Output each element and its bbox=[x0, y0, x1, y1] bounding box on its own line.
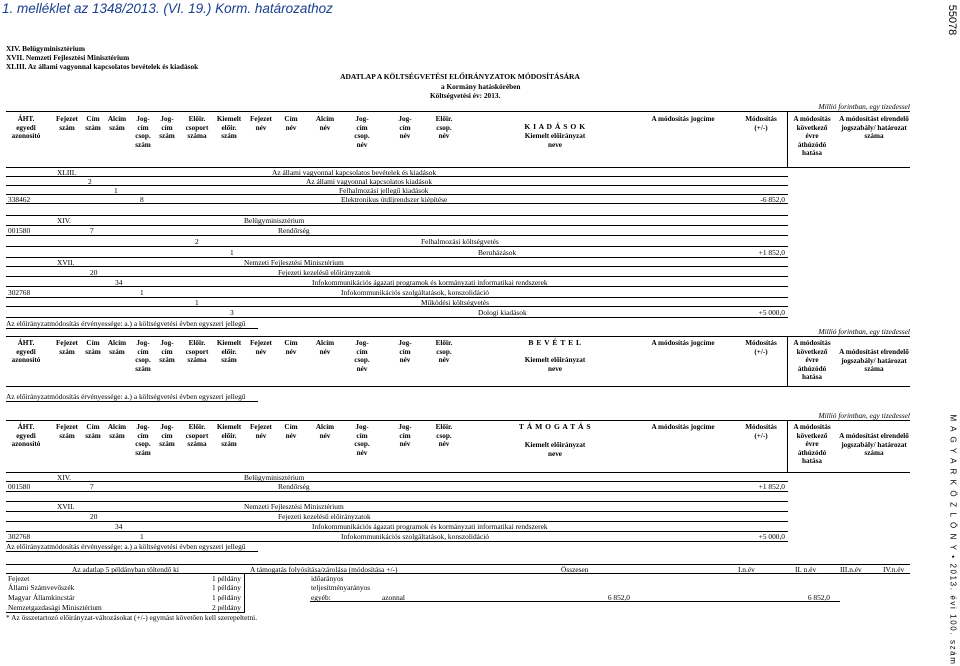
footer-quarter-2: II. n.év bbox=[795, 565, 817, 574]
row-aht: 302768 bbox=[8, 532, 31, 541]
row-code: 7 bbox=[90, 482, 94, 491]
hdr-cim-nev: Cím név bbox=[284, 339, 298, 356]
section-title-tamogatas: T Á M O G A T Á S bbox=[518, 422, 592, 431]
row-code: 20 bbox=[90, 268, 98, 277]
recipient-count: 1 példány bbox=[212, 583, 241, 592]
recipient-count: 1 példány bbox=[212, 593, 241, 602]
footer-total-left: 6 852,0 bbox=[607, 593, 630, 602]
unit-note: Millió forintban, egy tizedessel bbox=[818, 102, 910, 111]
row-name: Fejezeti kezelésű előirányzatok bbox=[278, 512, 371, 521]
row-name: Infokommunikációs szolgáltatások, konszolidáció bbox=[341, 288, 489, 297]
row-aht: 001580 bbox=[8, 226, 31, 235]
hdr-cim-nev: Cím név bbox=[284, 423, 298, 440]
row-name: Működési költségvetés bbox=[421, 298, 489, 307]
row-code: 7 bbox=[90, 226, 94, 235]
unit-note: Millió forintban, egy tizedessel bbox=[818, 411, 910, 420]
hdr-jogcim-nev: Jog- cím név bbox=[398, 339, 412, 365]
section-title-bevetel: B E V É T E L bbox=[528, 338, 582, 347]
row-aht: 338462 bbox=[8, 195, 31, 204]
row-name: Az állami vagyonnal kapcsolatos kiadások bbox=[306, 177, 433, 186]
row-name: Rendőrség bbox=[278, 482, 310, 491]
row-code: 34 bbox=[115, 278, 123, 287]
footer-copies-header: Az adatlap 5 példányban töltendő ki bbox=[72, 565, 179, 574]
row-code: 1 bbox=[114, 186, 118, 195]
row-aht: 001580 bbox=[8, 482, 31, 491]
row-name: Infokommunikációs szolgáltatások, konszolidáció bbox=[341, 532, 489, 541]
doc-subtitle: a Kormány hatáskörében bbox=[441, 82, 521, 91]
timing-proportional: időarányos bbox=[311, 574, 344, 583]
row-name: Belügyminisztérium bbox=[244, 473, 305, 482]
hdr-alcim-nev: Alcím név bbox=[315, 339, 335, 356]
hdr-eloir-nev: Előir. csop. név bbox=[435, 423, 453, 449]
hdr-cim: Cím szám bbox=[85, 115, 101, 132]
row-aht: 302768 bbox=[8, 288, 31, 297]
timing-immediate: azonnal bbox=[382, 593, 405, 602]
chapter-line-1: XIV. Belügyminisztérium bbox=[6, 44, 85, 53]
row-code: XIV. bbox=[57, 216, 72, 225]
hdr-jogcim-nev: Jog- cím név bbox=[398, 423, 412, 449]
hdr-cim: Cím szám bbox=[85, 423, 101, 440]
row-name: Belügyminisztérium bbox=[244, 216, 305, 225]
chapter-line-3: XLIII. Az állami vagyonnal kapcsolatos bevételek és kiadások bbox=[6, 62, 199, 71]
row-code: 2 bbox=[195, 237, 199, 246]
hdr-alcim: Alcím szám bbox=[107, 115, 127, 132]
row-code: 20 bbox=[90, 512, 98, 521]
chapter-line-2: XVII. Nemzeti Fejlesztési Minisztérium bbox=[6, 53, 130, 62]
row-code: 34 bbox=[115, 522, 123, 531]
hdr-elrendelo: A módosítást elrendelő jogszabály/ határozat száma bbox=[839, 115, 909, 141]
hdr-fejezet-nev: Fejezet név bbox=[250, 115, 272, 132]
timing-other-label: egyéb: bbox=[311, 593, 331, 602]
footer-total-header: Összesen bbox=[561, 565, 589, 574]
hdr-jogcim: Jog- cím szám bbox=[159, 115, 175, 141]
hdr-jogcim-nev: Jog- cím név bbox=[398, 115, 412, 141]
footer-quarter-3: III.n.év bbox=[840, 565, 862, 574]
row-value: +1 852,0 bbox=[758, 482, 785, 491]
footer-quarter-4: IV.n.év bbox=[883, 565, 905, 574]
row-value: +1 852,0 bbox=[758, 248, 785, 257]
hdr-jogcimcsop: Jog- cím csop. szám bbox=[135, 339, 151, 373]
hdr-fejezet: Fejezet szám bbox=[56, 339, 78, 356]
hdr-jogcim: Jog- cím szám bbox=[159, 423, 175, 449]
validity-note: Az előirányzatmódosítás érvényessége: a.) a költségvetési évben egyszeri jellegű bbox=[6, 392, 246, 401]
row-code: XVII. bbox=[57, 502, 75, 511]
hdr-alcim-nev: Alcím név bbox=[315, 115, 335, 132]
hdr-kiemelt-neve: Kiemelt előirányzat neve bbox=[524, 356, 586, 373]
hdr-fejezet: Fejezet szám bbox=[56, 115, 78, 132]
hdr-kiemelt: Kiemelt előir. szám bbox=[216, 339, 242, 365]
hdr-cim-nev: Cím név bbox=[284, 115, 298, 132]
row-name: Fejezeti kezelésű előirányzatok bbox=[278, 268, 371, 277]
hdr-eloir-nev: Előir. csop. név bbox=[435, 339, 453, 365]
row-code: 2 bbox=[88, 177, 92, 186]
hdr-aht: ÁHT. egyedi azonosító bbox=[11, 423, 41, 449]
row-name: Felhalmozási költségvetés bbox=[421, 237, 499, 246]
hdr-kiemelt-neve: Kiemelt előirányzat neve bbox=[524, 441, 586, 458]
hdr-jogcimcsop-nev: Jog- cím csop. név bbox=[354, 339, 370, 373]
row-code: 3 bbox=[230, 308, 234, 317]
hdr-fejezet: Fejezet szám bbox=[56, 423, 78, 440]
footer-disbursement-header: A támogatás folyósítása/zárolása (módosítása +/-) bbox=[250, 565, 398, 574]
hdr-aht: ÁHT. egyedi azonosító bbox=[11, 115, 41, 141]
hdr-eloir-nev: Előir. csop. név bbox=[435, 115, 453, 141]
section-title-kiadasok: K I A D Á S O K bbox=[524, 122, 586, 131]
hdr-kiemelt-neve: Kiemelt előirányzat neve bbox=[524, 132, 586, 149]
row-name: Nemzeti Fejlesztési Minisztérium bbox=[244, 258, 344, 267]
hdr-kovetkezo: A módosítás következő évre áthúzódó hatása bbox=[793, 339, 831, 382]
hdr-jogcimcsop-nev: Jog- cím csop. név bbox=[354, 423, 370, 457]
document-header-title: 1. melléklet az 1348/2013. (VI. 19.) Korm. határozathoz bbox=[2, 1, 333, 16]
row-name: Infokommunikációs ágazati programok és kormányzati informatikai rendszerek bbox=[312, 278, 548, 287]
row-code: 1 bbox=[195, 298, 199, 307]
row-code: 1 bbox=[140, 532, 144, 541]
row-name: Nemzeti Fejlesztési Minisztérium bbox=[244, 502, 344, 511]
row-code: XLIII. bbox=[57, 168, 77, 177]
row-value: -6 852,0 bbox=[760, 195, 785, 204]
recipient-name: Állami Számvevőszék bbox=[8, 583, 75, 592]
hdr-cim: Cím szám bbox=[85, 339, 101, 356]
doc-title: ADATLAP A KÖLTSÉGVETÉSI ELŐIRÁNYZATOK MÓDOSÍTÁSÁRA bbox=[340, 72, 580, 81]
hdr-jogcimcsop: Jog- cím csop. szám bbox=[135, 423, 151, 457]
footer-note: * Az összetartozó előirányzat-változásokat (+/-) egymást követően kell szerepeltetni. bbox=[6, 613, 258, 622]
validity-note: Az előirányzatmódosítás érvényessége: a.) a költségvetési évben egyszeri jellegű bbox=[6, 319, 246, 328]
hdr-kovetkezo: A módosítás következő évre áthúzódó hatása bbox=[793, 115, 831, 158]
row-name: Rendőrség bbox=[278, 226, 310, 235]
hdr-modositas: Módosítás (+/-) bbox=[745, 339, 777, 356]
hdr-jogcim: Jog- cím szám bbox=[159, 339, 175, 365]
hdr-alcim: Alcím szám bbox=[107, 339, 127, 356]
row-value: +5 000,0 bbox=[758, 532, 785, 541]
row-name: Dologi kiadások bbox=[478, 308, 527, 317]
hdr-eloircsoport: Előir. csoport száma bbox=[185, 423, 209, 449]
hdr-mod-jogcime: A módosítás jogcíme bbox=[651, 115, 715, 123]
budget-year: Költségvetési év: 2013. bbox=[430, 91, 501, 100]
hdr-mod-jogcime: A módosítás jogcíme bbox=[651, 423, 715, 431]
row-code: 1 bbox=[140, 288, 144, 297]
hdr-jogcimcsop-nev: Jog- cím csop. név bbox=[354, 115, 370, 149]
hdr-alcim: Alcím szám bbox=[107, 423, 127, 440]
recipient-name: Nemzetgazdasági Minisztérium bbox=[8, 603, 102, 612]
hdr-eloircsoport: Előir. csoport száma bbox=[185, 115, 209, 141]
hdr-elrendelo: A módosítást elrendelő jogszabály/ határozat száma bbox=[839, 348, 909, 374]
row-name: Felhalmozási jellegű kiadások bbox=[339, 186, 429, 195]
page-number: 55078 bbox=[946, 4, 958, 36]
hdr-kiemelt: Kiemelt előir. szám bbox=[216, 423, 242, 449]
timing-performance: teljesítményarányos bbox=[311, 583, 371, 592]
footer-quarter-1: I.n.év bbox=[738, 565, 755, 574]
hdr-modositas: Módosítás (+/-) bbox=[745, 115, 777, 132]
unit-note: Millió forintban, egy tizedessel bbox=[818, 327, 910, 336]
recipient-count: 1 példány bbox=[212, 574, 241, 583]
row-name: Beruházások bbox=[478, 248, 517, 257]
hdr-modositas: Módosítás (+/-) bbox=[745, 423, 777, 440]
footer-total-right: 6 852,0 bbox=[807, 593, 830, 602]
hdr-kovetkezo: A módosítás következő évre áthúzódó hatása bbox=[793, 423, 831, 466]
row-name: Az állami vagyonnal kapcsolatos bevételek és kiadások bbox=[272, 168, 437, 177]
row-name: Elektronikus útdíjrendszer kiépítése bbox=[341, 195, 448, 204]
row-code: 8 bbox=[140, 195, 144, 204]
row-code: XIV. bbox=[57, 473, 72, 482]
recipient-name: Magyar Államkincstár bbox=[8, 593, 75, 602]
row-name: Infokommunikációs ágazati programok és kormányzati informatikai rendszerek bbox=[312, 522, 548, 531]
hdr-elrendelo: A módosítást elrendelő jogszabály/ határozat száma bbox=[839, 432, 909, 458]
hdr-fejezet-nev: Fejezet név bbox=[250, 423, 272, 440]
row-value: +5 000,0 bbox=[758, 308, 785, 317]
hdr-jogcimcsop: Jog- cím csop. szám bbox=[135, 115, 151, 149]
hdr-aht: ÁHT. egyedi azonosító bbox=[11, 339, 41, 365]
hdr-eloircsoport: Előir. csoport száma bbox=[185, 339, 209, 365]
recipient-name: Fejezet bbox=[8, 574, 30, 583]
side-journal-label: M A G Y A R K Ö Z L Ö N Y • 2013. évi 100. szám bbox=[948, 414, 958, 666]
recipient-count: 2 példány bbox=[212, 603, 241, 612]
hdr-mod-jogcime: A módosítás jogcíme bbox=[651, 339, 715, 347]
hdr-fejezet-nev: Fejezet név bbox=[250, 339, 272, 356]
hdr-alcim-nev: Alcím név bbox=[315, 423, 335, 440]
hdr-kiemelt: Kiemelt előir. szám bbox=[216, 115, 242, 141]
validity-note: Az előirányzatmódosítás érvényessége: a.) a költségvetési évben egyszeri jellegű bbox=[6, 542, 246, 551]
row-code: XVII. bbox=[57, 258, 75, 267]
row-code: 1 bbox=[230, 248, 234, 257]
